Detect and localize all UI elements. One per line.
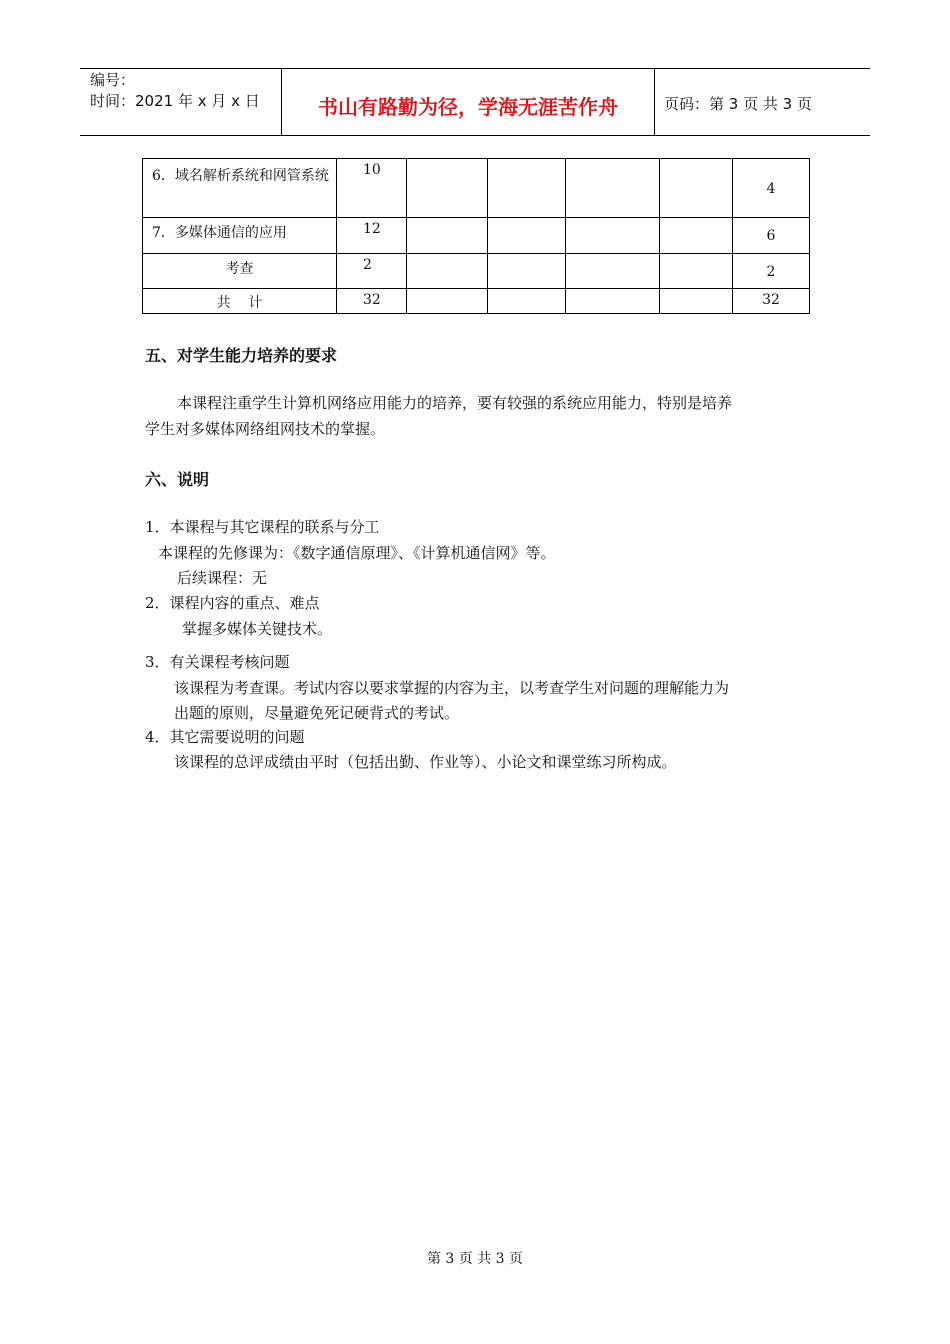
header-page-info: 页码：第 3 页 共 3 页	[664, 95, 812, 113]
row-last: 32	[762, 292, 780, 308]
header-top-rule	[80, 68, 870, 69]
row-title: 6．域名解析系统和网管系统	[152, 168, 329, 184]
item3-line2: 出题的原则，尽量避免死记硬背式的考试。	[174, 704, 460, 722]
section5-heading: 五、对学生能力培养的要求	[145, 346, 338, 365]
item4-line1: 该课程的总评成绩由平时（包括出勤、作业等）、小论文和课堂练习所构成。	[174, 753, 677, 771]
item1-title: 1．本课程与其它课程的联系与分工	[145, 518, 380, 536]
item2-line1: 掌握多媒体关键技术。	[182, 620, 333, 638]
header-left	[90, 70, 260, 112]
table-row	[143, 218, 810, 254]
header-motto: 书山有路勤为径，学海无涯苦作舟	[318, 95, 618, 119]
page-footer: 第 3 页 共 3 页	[426, 1251, 524, 1267]
item4-title: 4．其它需要说明的问题	[145, 728, 305, 746]
section5-para-line2: 学生对多媒体网络组网技术的掌握。	[145, 420, 386, 438]
row-last: 4	[766, 181, 776, 197]
item3-line1: 该课程为考查课。考试内容以要求掌握的内容为主，以考查学生对问题的理解能力为	[174, 679, 730, 697]
item1-line1: 本课程的先修课为：《数字通信原理》、《计算机通信网》等。	[158, 544, 556, 562]
row-title: 共 计	[216, 295, 263, 311]
item1-line2: 后续课程：无	[177, 569, 268, 587]
row-last: 2	[766, 264, 776, 280]
header-divider-right	[654, 68, 655, 136]
table-row	[143, 254, 810, 289]
row-hours: 2	[363, 257, 372, 273]
section5-para-line1: 本课程注重学生计算机网络应用能力的培养，要有较强的系统应用能力，特别是培养	[177, 394, 733, 412]
row-title: 7．多媒体通信的应用	[152, 225, 287, 241]
table-row	[143, 289, 810, 314]
section6-heading: 六、说明	[145, 470, 210, 489]
hours-table	[142, 158, 810, 314]
row-hours: 10	[363, 162, 381, 178]
table-row	[143, 159, 810, 218]
header-bottom-rule	[80, 135, 870, 136]
row-last: 6	[766, 228, 776, 244]
item2-title: 2．课程内容的重点、难点	[145, 594, 320, 612]
item3-title: 3．有关课程考核问题	[145, 653, 290, 671]
row-hours: 12	[363, 221, 381, 237]
header-number-label: 编号：	[90, 71, 136, 89]
row-hours: 32	[363, 292, 381, 308]
header-time-label: 时间：2021 年 x 月 x 日	[90, 92, 260, 110]
row-title: 考查	[225, 261, 254, 277]
